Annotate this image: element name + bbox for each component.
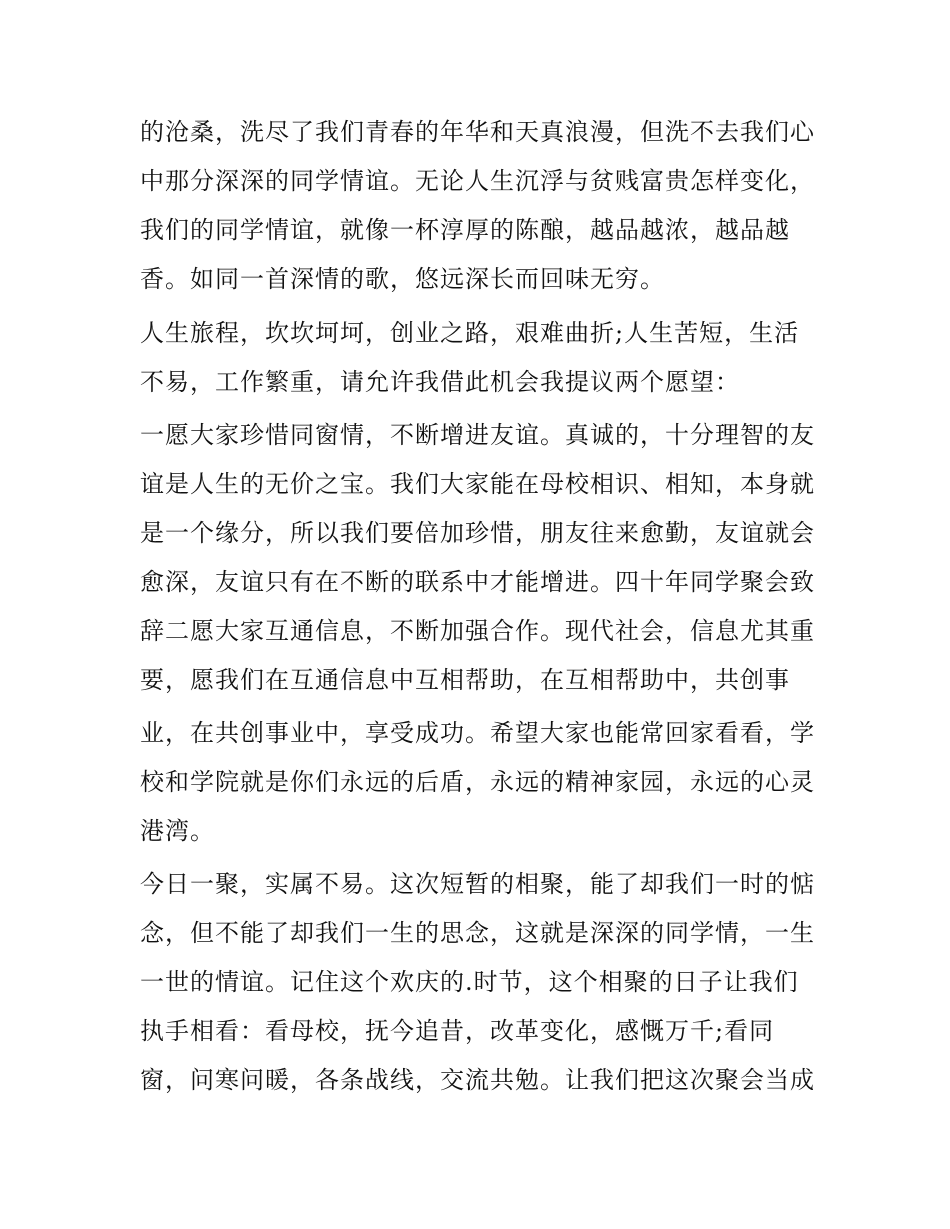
text-line: 一愿大家珍惜同窗情，不断增进友谊。真诚的，十分理智的友 xyxy=(140,421,815,449)
text-line: 校和学院就是你们永远的后盾，永远的精神家园，永远的心灵 xyxy=(140,768,815,796)
text-line: 一世的情谊。记住这个欢庆的.时节，这个相聚的日子让我们 xyxy=(140,968,799,996)
text-line: 我们的同学情谊，就像一杯淳厚的陈酿，越品越浓，越品越 xyxy=(140,216,790,244)
text-line: 是一个缘分，所以我们要倍加珍惜，朋友往来愈勤，友谊就会 xyxy=(140,519,815,547)
text-line: 谊是人生的无价之宝。我们大家能在母校相识、相知，本身就 xyxy=(140,470,815,498)
text-line: 愈深，友谊只有在不断的联系中才能增进。四十年同学聚会致 xyxy=(140,568,815,596)
text-line: 辞二愿大家互通信息，不断加强合作。现代社会，信息尤其重 xyxy=(140,617,815,645)
text-line: 执手相看：看母校，抚今追昔，改革变化，感慨万千;看同 xyxy=(140,1017,775,1045)
text-line: 今日一聚，实属不易。这次短暂的相聚，能了却我们一时的惦 xyxy=(140,870,815,898)
text-line: 中那分深深的同学情谊。无论人生沉浮与贫贱富贵怎样变化， xyxy=(140,167,815,195)
text-line: 港湾。 xyxy=(140,817,215,845)
text-line: 香。如同一首深情的歌，悠远深长而回味无穷。 xyxy=(140,265,665,293)
text-line: 人生旅程，坎坎坷坷，创业之路，艰难曲折;人生苦短，生活 xyxy=(140,319,800,347)
text-line: 要，愿我们在互通信息中互相帮助，在互相帮助中，共创事 xyxy=(140,666,790,694)
text-line: 念，但不能了却我们一生的思念，这就是深深的同学情，一生 xyxy=(140,919,815,947)
text-line: 的沧桑，洗尽了我们青春的年华和天真浪漫，但洗不去我们心 xyxy=(140,118,815,146)
text-line: 不易，工作繁重，请允许我借此机会我提议两个愿望： xyxy=(140,368,740,396)
text-line: 业，在共创事业中，享受成功。希望大家也能常回家看看，学 xyxy=(140,719,815,747)
text-line: 窗，问寒问暖，各条战线，交流共勉。让我们把这次聚会当成 xyxy=(140,1066,815,1094)
